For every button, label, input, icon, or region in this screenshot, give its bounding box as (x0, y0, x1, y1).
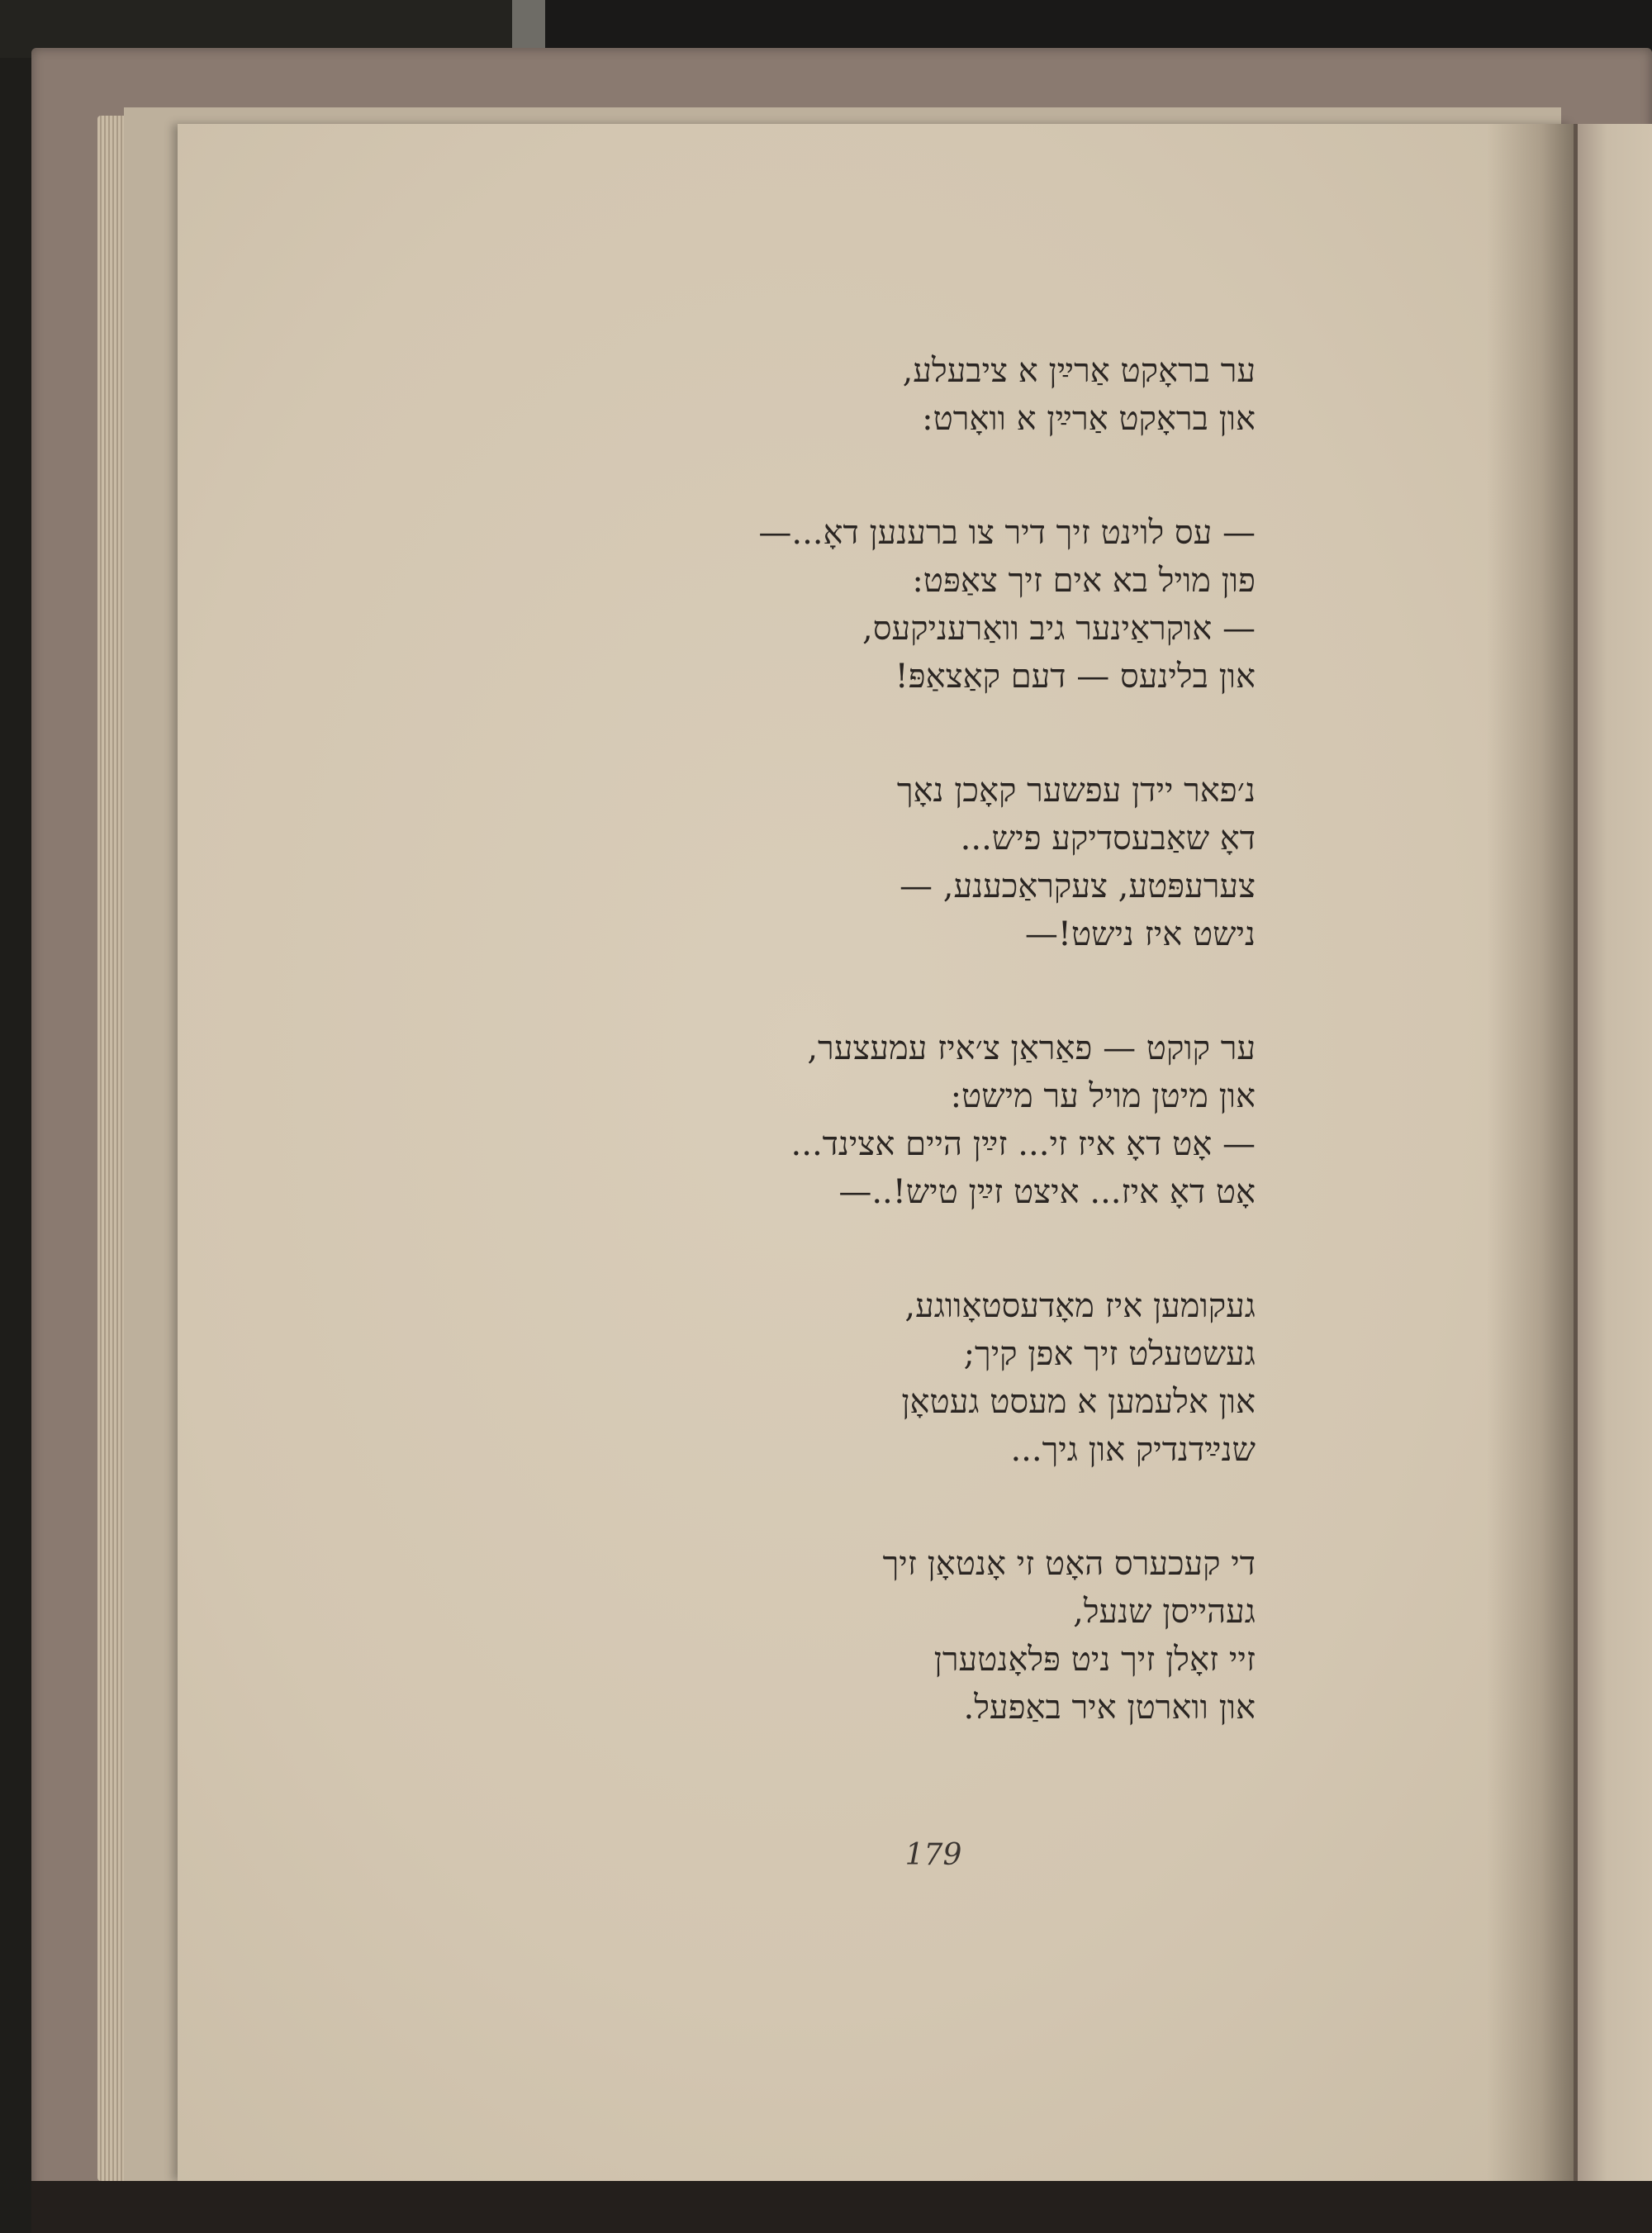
stanza (512, 1282, 1256, 1474)
poem-line: פון מויל בא אים זיך צאַפּט: (912, 562, 1256, 600)
stanza (512, 347, 1256, 443)
stanza (512, 1540, 1256, 1732)
poem-line: געשטעלט זיך אפן קיך; (963, 1335, 1256, 1373)
next-page-edge (1578, 124, 1652, 2181)
poem-line: און ווארטן איר באַפעל. (963, 1689, 1256, 1727)
poem-line: ער בראָקט אַרײַן א ציבעלע, (902, 352, 1256, 390)
poem-line: אָט דאָ איז... איצט זײַן טיש!..— (838, 1173, 1256, 1211)
poem-line: דאָ שאַבעסדיקע פיש... (960, 820, 1256, 858)
poem-line: און בלינעס — דעם קאַצאַפּ! (895, 658, 1256, 696)
poem-line: געהייסן שנעל, (1073, 1593, 1256, 1631)
poem-line: און בראָקט אַרײַן א וואָרט: (922, 400, 1256, 438)
poem-line: ער קוקט — פאַראַן צ׳איז עמעצער, (807, 1029, 1256, 1067)
poem-line: שנײַדנדיק און גיך... (1010, 1431, 1256, 1469)
bottom-binding (31, 2181, 1652, 2233)
poem-line: געקומען איז מאָדעסטאָווגע, (904, 1287, 1256, 1325)
page-number: 179 (904, 1838, 962, 1872)
poem-text (512, 347, 1256, 1884)
poem-line: נ׳פאר יידן עפשער קאָכן נאָך (896, 772, 1256, 810)
poem-line: — אוקראַינער גיב וואַרעניקעס, (862, 610, 1256, 648)
stanza (512, 1024, 1256, 1216)
poem-line: און מיטן מויל ער מישט: (950, 1077, 1256, 1115)
poem-line: נישט איז נישט!— (1024, 915, 1256, 953)
poem-line: — עס לוינט זיך דיר צו ברענען דאָ...— (758, 514, 1256, 552)
gutter-shadow (1487, 124, 1578, 2181)
stanza (512, 509, 1256, 701)
poem-line: און אלעמען א מעסט געטאָן (901, 1383, 1256, 1421)
poem-line: — אָט דאָ איז זי... זײַן היים אצינד... (790, 1125, 1256, 1163)
poem-line: די קעכערס האָט זי אָנטאָן זיך (882, 1545, 1256, 1583)
poem-line: זיי זאָלן זיך ניט פּלאָנטערן (933, 1641, 1256, 1679)
stanza (512, 767, 1256, 958)
poem-line: צערעפּטע, צעקראַכענע, — (900, 867, 1256, 905)
